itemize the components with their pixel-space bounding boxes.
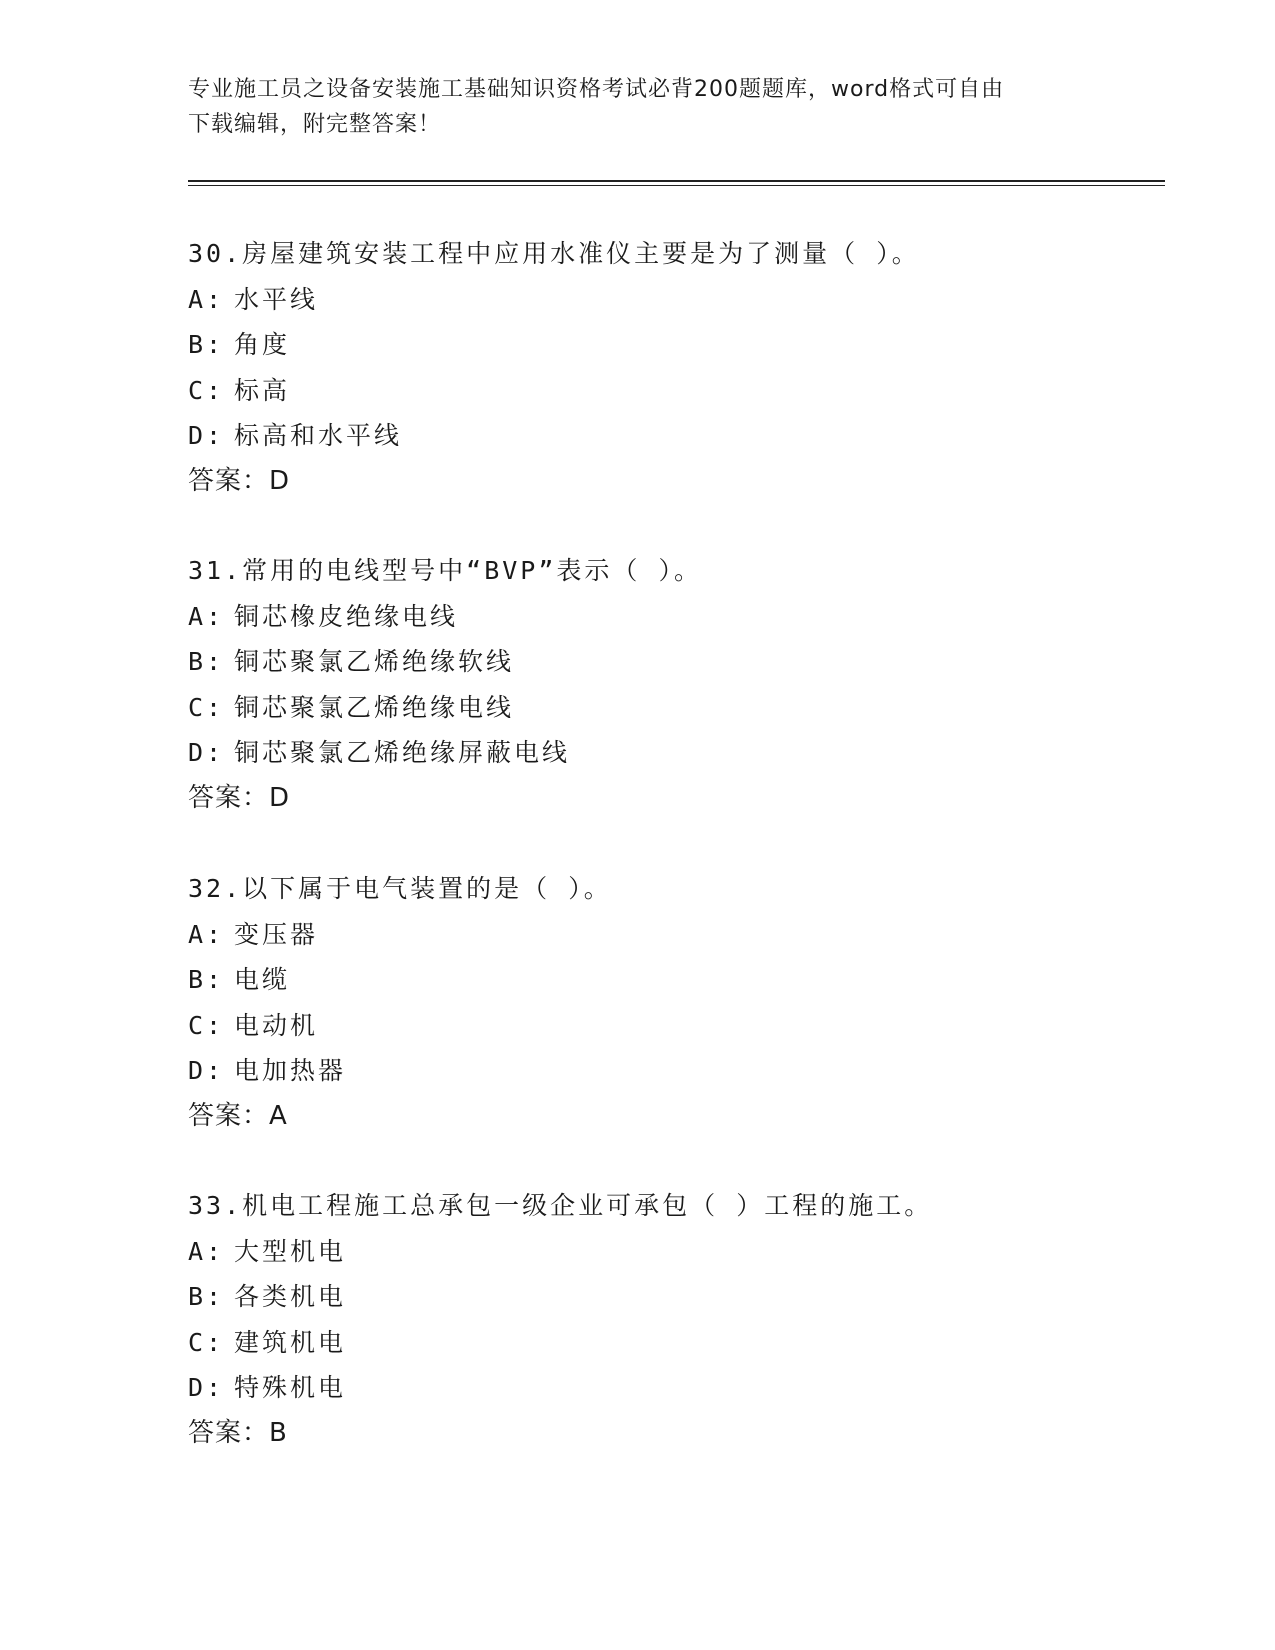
option-b <box>188 957 1168 1003</box>
option-text: 特殊机电 <box>234 1373 347 1402</box>
question-stem: 30.房屋建筑安装工程中应用水准仪主要是为了测量（ ）。 <box>188 239 920 268</box>
answer: 答案：A <box>188 1100 288 1131</box>
option-text: 电动机 <box>234 1010 319 1040</box>
option-text: 大型机电 <box>234 1236 347 1266</box>
option-text: 铜芯聚氯乙烯绝缘屏蔽电线 <box>234 738 571 767</box>
option-d <box>188 413 1168 459</box>
option-letter: B: <box>188 965 225 994</box>
question-31 <box>188 548 1168 821</box>
option-letter: C: <box>188 692 225 722</box>
question-32 <box>188 866 1168 1139</box>
option-letter: A: <box>188 919 225 949</box>
option-letter: C: <box>188 375 225 405</box>
option-b <box>188 1274 1168 1320</box>
option-b <box>188 639 1168 685</box>
option-text: 角度 <box>234 330 291 359</box>
option-letter: B: <box>188 330 225 359</box>
option-text: 标高 <box>234 375 291 405</box>
header-divider-thick <box>188 180 1165 182</box>
option-text: 电加热器 <box>234 1056 347 1085</box>
option-c <box>188 1320 1168 1366</box>
option-text: 铜芯橡皮绝缘电线 <box>234 601 459 631</box>
option-c <box>188 1003 1168 1049</box>
question-stem: 33.机电工程施工总承包一级企业可承包（ ）工程的施工。 <box>188 1191 933 1220</box>
answer: 答案：D <box>188 782 291 813</box>
option-d <box>188 730 1168 776</box>
option-a <box>188 912 1168 958</box>
option-letter: C: <box>188 1327 225 1357</box>
option-letter: A: <box>188 284 225 314</box>
option-text: 铜芯聚氯乙烯绝缘软线 <box>234 647 515 676</box>
option-letter: A: <box>188 601 225 631</box>
option-text: 变压器 <box>234 919 319 949</box>
document-header <box>188 72 1088 142</box>
option-a <box>188 594 1168 640</box>
option-d <box>188 1048 1168 1094</box>
option-c <box>188 368 1168 414</box>
option-letter: D: <box>188 421 225 450</box>
question-30 <box>188 231 1168 504</box>
option-a <box>188 1229 1168 1275</box>
question-stem: 31.常用的电线型号中“BVP”表示（ ）。 <box>188 556 702 585</box>
option-letter: D: <box>188 1056 225 1085</box>
option-letter: D: <box>188 1373 225 1402</box>
answer: 答案：D <box>188 465 291 496</box>
answer: 答案：B <box>188 1417 288 1448</box>
option-text: 建筑机电 <box>234 1327 347 1357</box>
option-letter: B: <box>188 647 225 676</box>
option-text: 标高和水平线 <box>234 421 403 450</box>
option-letter: A: <box>188 1236 225 1266</box>
header-line-2: 下载编辑，附完整答案！ <box>188 112 442 137</box>
question-stem: 32.以下属于电气装置的是（ ）。 <box>188 874 612 903</box>
question-33 <box>188 1183 1168 1456</box>
option-d <box>188 1365 1168 1411</box>
option-c <box>188 685 1168 731</box>
option-b <box>188 322 1168 368</box>
option-letter: D: <box>188 738 225 767</box>
option-text: 电缆 <box>234 965 291 994</box>
option-a <box>188 277 1168 323</box>
option-letter: B: <box>188 1282 225 1311</box>
option-text: 水平线 <box>234 284 319 314</box>
option-letter: C: <box>188 1010 225 1040</box>
option-text: 铜芯聚氯乙烯绝缘电线 <box>234 692 515 722</box>
header-line-1: 专业施工员之设备安装施工基础知识资格考试必背200题题库，word格式可自由 <box>188 77 1005 102</box>
header-divider-thin <box>188 185 1165 186</box>
option-text: 各类机电 <box>234 1282 347 1311</box>
